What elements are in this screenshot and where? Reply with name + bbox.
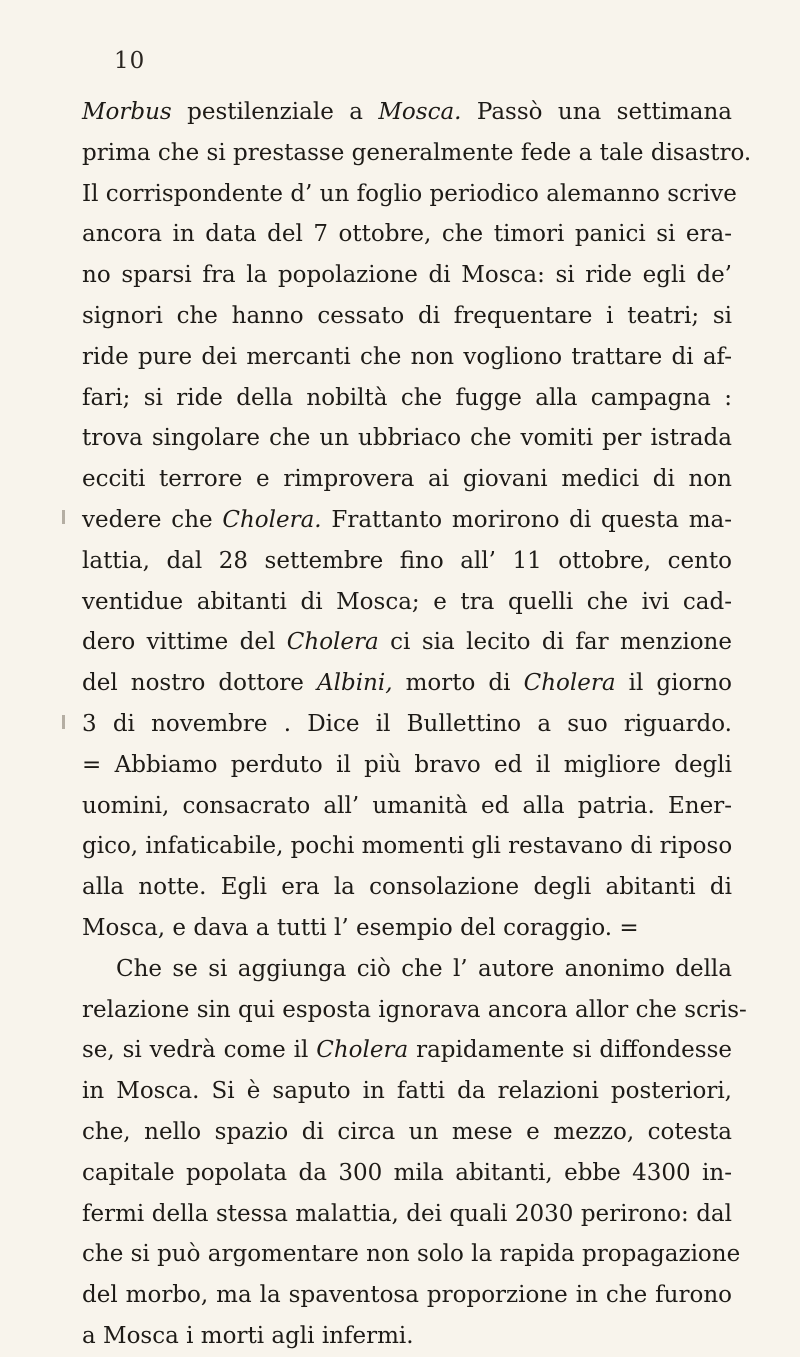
text-line	[82, 418, 732, 459]
text-line	[82, 1316, 732, 1357]
text-segment: = Abbiamo perduto il più bravo ed il migliore degli	[82, 751, 732, 778]
text-segment: gico, infaticabile, pochi momenti gli restavano di riposo	[82, 833, 733, 860]
text-line	[82, 990, 747, 1031]
text-line	[82, 296, 732, 337]
text-line	[82, 582, 732, 623]
text-line	[82, 378, 732, 419]
text-line	[82, 1112, 732, 1153]
text-segment: fari; si ride della nobiltà che fugge alla campagna :	[82, 384, 732, 411]
text-segment: che, nello spazio di circa un mese e mezzo, cotesta	[82, 1118, 732, 1145]
text-line	[82, 174, 737, 215]
text-segment: del morbo, ma la spaventosa proporzione in che furono	[82, 1282, 732, 1309]
italic-text: Mosca.	[378, 99, 462, 125]
text-segment: rapidamente si diffondesse	[408, 1037, 732, 1064]
italic-text: Morbus	[82, 99, 172, 125]
text-segment: ci sia lecito di far menzione	[378, 629, 732, 656]
text-segment: uomini, consacrato all’ umanità ed alla patria. Ener-	[82, 792, 732, 819]
text-segment: ride pure dei mercanti che non vogliono trattare di af-	[82, 343, 732, 370]
text-segment: in Mosca. Si è saputo in fatti da relazioni posteriori,	[82, 1078, 732, 1105]
text-segment: il giorno	[615, 670, 732, 697]
text-line	[82, 663, 732, 704]
italic-text: Albini,	[317, 670, 393, 697]
text-line	[82, 133, 752, 174]
text-segment: prima che si prestasse generalmente fede a tale disastro.	[82, 139, 752, 166]
text-line	[82, 949, 732, 990]
text-segment: a Mosca i morti agli infermi.	[82, 1322, 414, 1349]
text-segment: ventidue abitanti di Mosca; e tra quelli che ivi cad-	[82, 588, 732, 615]
text-line	[82, 826, 732, 867]
text-segment: ancora in data del 7 ottobre, che timori panici si era-	[82, 221, 732, 248]
margin-mark	[62, 715, 65, 729]
text-segment: del nostro dottore	[82, 670, 317, 697]
text-segment: se, si vedrà come il	[82, 1037, 317, 1064]
text-line	[82, 908, 732, 949]
text-segment: Frattanto morirono di questa ma-	[321, 506, 732, 533]
text-segment: dero vittime del	[82, 629, 287, 656]
text-segment: Passò una settimana	[461, 99, 732, 125]
text-line	[82, 541, 732, 582]
text-segment: Il corrispondente d’ un foglio periodico alemanno scrive	[82, 180, 737, 207]
text-segment: alla notte. Egli era la consolazione degli abitanti di	[82, 874, 732, 901]
italic-text: Cholera.	[222, 506, 322, 533]
text-segment: signori che hanno cessato di frequentare i teatri; si	[82, 302, 732, 329]
text-line	[82, 1275, 732, 1316]
text-segment: trova singolare che un ubbriaco che vomiti per istrada	[82, 425, 732, 452]
text-line	[82, 867, 732, 908]
text-segment: ecciti terrore e rimprovera ai giovani medici di non	[82, 466, 732, 493]
text-line	[82, 1194, 732, 1235]
text-line	[82, 786, 732, 827]
margin-mark	[62, 510, 65, 524]
page-number: 10	[114, 48, 146, 74]
text-segment: che si può argomentare non solo la rapida propagazione	[82, 1241, 741, 1268]
text-segment: pestilenziale a	[171, 99, 379, 125]
text-segment: lattia, dal 28 settembre fino all’ 11 ottobre, cento	[82, 547, 732, 574]
text-line	[82, 1030, 732, 1071]
text-segment: vedere che	[82, 506, 223, 533]
text-line	[82, 745, 732, 786]
text-line	[82, 1153, 732, 1194]
text-line	[82, 337, 732, 378]
text-segment: relazione sin qui esposta ignorava ancora allor che scris-	[82, 996, 747, 1023]
text-line	[82, 704, 732, 745]
text-line	[82, 459, 732, 500]
text-segment: no sparsi fra la popolazione di Mosca: si ride egli de’	[82, 262, 732, 289]
body-text	[82, 92, 752, 1357]
text-line	[82, 92, 732, 133]
text-segment: Che se si aggiunga ciò che l’ autore anonimo della	[116, 955, 732, 982]
text-line	[82, 1234, 741, 1275]
text-segment: Mosca, e dava a tutti l’ esempio del coraggio. =	[82, 914, 639, 941]
text-segment: capitale popolata da 300 mila abitanti, ebbe 4300 in-	[82, 1159, 732, 1186]
text-line	[82, 1071, 732, 1112]
text-line	[82, 500, 732, 541]
text-line	[82, 622, 732, 663]
text-segment: morto di	[392, 670, 524, 697]
text-segment: fermi della stessa malattia, dei quali 2030 perirono: dal	[82, 1200, 732, 1227]
italic-text: Cholera	[316, 1037, 409, 1064]
italic-text: Cholera	[523, 670, 616, 697]
text-segment: 3 di novembre . Dice il Bullettino a suo riguardo.	[82, 710, 732, 737]
text-line	[82, 255, 732, 296]
italic-text: Cholera	[286, 629, 379, 656]
text-line	[82, 214, 732, 255]
